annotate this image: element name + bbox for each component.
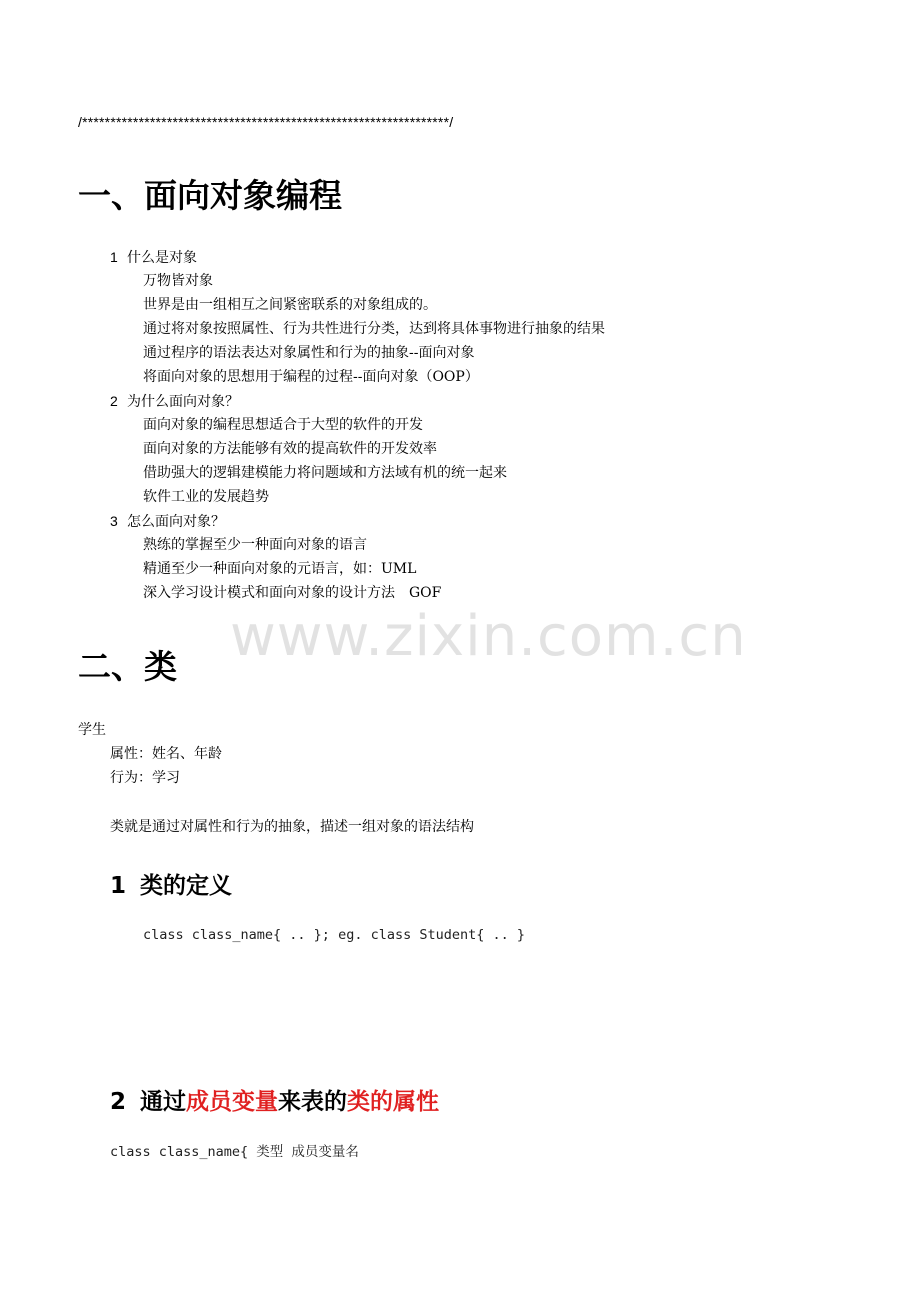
example-behavior: 行为：学习 bbox=[110, 770, 180, 786]
list-detail-line: 世界是由一组相互之间紧密联系的对象组成的。 bbox=[143, 297, 437, 313]
list-number: 1 bbox=[110, 249, 118, 265]
watermark: www.zixin.com.cn bbox=[230, 604, 747, 669]
list-heading-text: 什么是对象 bbox=[127, 250, 197, 266]
subheading-text: 通过 bbox=[140, 1089, 186, 1115]
subheading-text: 来表的 bbox=[278, 1089, 347, 1115]
list-detail-line: 万物皆对象 bbox=[143, 273, 213, 289]
section-heading-oop: 一、面向对象编程 bbox=[78, 176, 342, 215]
list-item-heading bbox=[110, 391, 239, 412]
list-detail-line: 借助强大的逻辑建模能力将问题域和方法域有机的统一起来 bbox=[143, 465, 507, 481]
list-number: 3 bbox=[110, 513, 118, 529]
list-heading-text: 为什么面向对象？ bbox=[127, 394, 239, 410]
list-item-heading bbox=[110, 247, 197, 268]
section-heading-class: 二、类 bbox=[78, 647, 177, 686]
list-detail-line: 面向对象的编程思想适合于大型的软件的开发 bbox=[143, 417, 423, 433]
list-detail-line: 通过将对象按照属性、行为共性进行分类，达到将具体事物进行抽象的结果 bbox=[143, 321, 605, 337]
list-detail-line: 精通至少一种面向对象的元语言，如：UML bbox=[143, 561, 417, 577]
list-heading-text: 怎么面向对象？ bbox=[127, 514, 225, 530]
subheading-number: 2 bbox=[110, 1089, 127, 1115]
subheading-number: 1 bbox=[110, 873, 127, 899]
list-detail-line: 将面向对象的思想用于编程的过程--面向对象（OOP） bbox=[143, 369, 479, 385]
code-block-member-variables: class class_name{ 类型 成员变量名 bbox=[110, 1144, 359, 1160]
highlight-class-attributes: 类的属性 bbox=[347, 1089, 439, 1115]
class-definition-text: 类就是通过对属性和行为的抽象，描述一组对象的语法结构 bbox=[110, 819, 474, 835]
example-name: 学生 bbox=[78, 722, 106, 738]
subheading-text: 类的定义 bbox=[140, 873, 232, 899]
subheading-class-definition bbox=[110, 867, 232, 900]
list-item-heading bbox=[110, 511, 225, 532]
list-number: 2 bbox=[110, 393, 118, 409]
example-attributes: 属性：姓名、年龄 bbox=[110, 746, 222, 762]
highlight-member-variables: 成员变量 bbox=[186, 1089, 278, 1115]
list-detail-line: 软件工业的发展趋势 bbox=[143, 489, 269, 505]
list-detail-line: 深入学习设计模式和面向对象的设计方法 GOF bbox=[143, 585, 442, 601]
comment-separator: /*****************************************************************/ bbox=[78, 114, 454, 130]
subheading-member-variables bbox=[110, 1083, 439, 1116]
list-detail-line: 熟练的掌握至少一种面向对象的语言 bbox=[143, 537, 367, 553]
list-detail-line: 面向对象的方法能够有效的提高软件的开发效率 bbox=[143, 441, 437, 457]
code-block-class-definition: class class_name{ .. }; eg. class Student{ .. } bbox=[143, 927, 526, 943]
list-detail-line: 通过程序的语法表达对象属性和行为的抽象--面向对象 bbox=[143, 345, 475, 361]
